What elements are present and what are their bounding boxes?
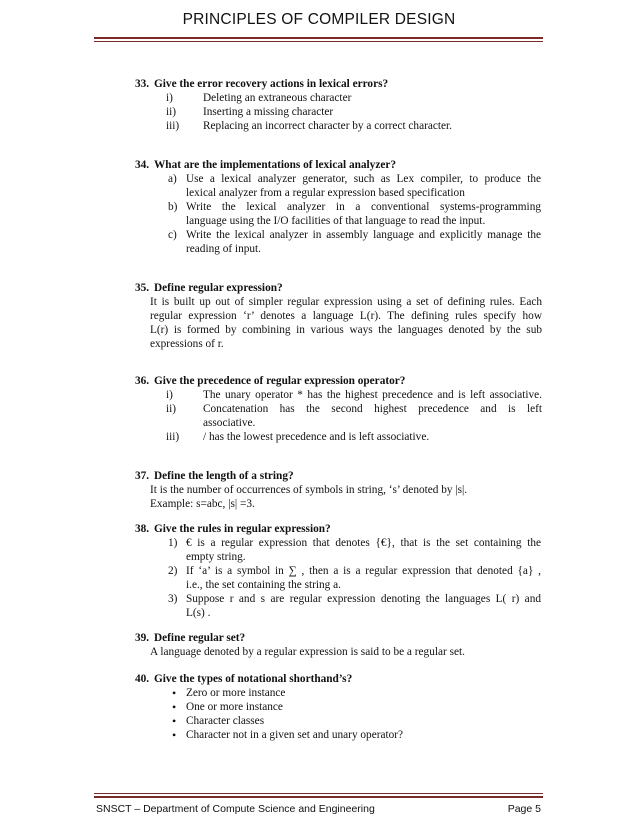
- answer-paragraph: It is the number of occurrences of symbols in string, ‘s’ denoted by |s|. Example: s=abc, |s| =3.: [150, 484, 468, 510]
- list-marker: i): [166, 92, 173, 104]
- list-item-text: Zero or more instance: [186, 687, 286, 699]
- list-marker: 3): [168, 593, 178, 605]
- list-item-text: € is a regular expression that denotes {€}, that is the set containing the empty string.: [186, 537, 541, 563]
- list-marker: i): [166, 389, 173, 401]
- question-heading: 36. Give the precedence of regular expression operator?: [135, 375, 406, 387]
- question-heading: 37. Define the length of a string?: [135, 470, 294, 482]
- bullet-icon: •: [172, 728, 177, 742]
- footer-page-number: Page 5: [507, 803, 541, 815]
- bullet-icon: •: [172, 686, 177, 700]
- list-marker: c): [168, 229, 177, 241]
- question-heading: 39. Define regular set?: [135, 632, 246, 644]
- answer-paragraph: It is built up out of simpler regular expression using a set of defining rules. Each regular expression ‘r’ denotes a language L(r). The defining rules specify how L(r) is formed by combining in various ways the languages denoted by the sub expressions of r.: [150, 296, 542, 350]
- header-rule-thin: [94, 41, 543, 42]
- list-marker: b): [168, 201, 178, 213]
- answer-paragraph: A language denoted by a regular expression is said to be a regular set.: [150, 646, 465, 658]
- list-marker: iii): [166, 120, 180, 132]
- footer-rule-thin: [94, 793, 543, 794]
- list-item-text: Replacing an incorrect character by a correct character.: [203, 120, 453, 132]
- list-marker: 2): [168, 565, 178, 577]
- question-heading: 33. Give the error recovery actions in lexical errors?: [135, 78, 389, 90]
- list-marker: iii): [166, 431, 180, 443]
- list-item-text: Use a lexical analyzer generator, such as Lex compiler, to produce the lexical analyzer from a regular expression based specification: [186, 173, 541, 199]
- list-item-text: Inserting a missing character: [203, 106, 334, 118]
- page-header-title: PRINCIPLES OF COMPILER DESIGN: [182, 11, 456, 28]
- footer-department: SNSCT – Department of Compute Science and Engineering: [96, 803, 375, 815]
- bullet-icon: •: [172, 714, 177, 728]
- list-item-text: If ‘a’ is a symbol in ∑ , then a is a regular expression that denoted {a} , i.e., the set containing the string a.: [186, 565, 541, 591]
- list-marker: ii): [166, 106, 177, 118]
- list-marker: ii): [166, 403, 177, 415]
- footer-rule-thick: [94, 796, 543, 798]
- list-item-text: Write the lexical analyzer in assembly language and explicitly manage the reading of input.: [186, 229, 541, 255]
- list-item-text: / has the lowest precedence and is left associative.: [203, 431, 430, 443]
- list-marker: 1): [168, 537, 178, 549]
- list-item-text: Suppose r and s are regular expression denoting the languages L( r) and L(s) .: [186, 593, 541, 619]
- question-heading: 38. Give the rules in regular expression?: [135, 523, 331, 535]
- list-item-text: Character classes: [186, 715, 265, 727]
- header-rule-thick: [94, 37, 543, 39]
- question-heading: 40. Give the types of notational shorthand’s?: [135, 673, 353, 685]
- list-item-text: Deleting an extraneous character: [203, 92, 352, 104]
- question-heading: 34. What are the implementations of lexical analyzer?: [135, 159, 397, 171]
- list-item-text: Concatenation has the second highest precedence and is left associative.: [203, 403, 542, 429]
- bullet-icon: •: [172, 700, 177, 714]
- question-heading: 35. Define regular expression?: [135, 282, 283, 294]
- list-item-text: Character not in a given set and unary operator?: [186, 729, 404, 741]
- list-item-text: Write the lexical analyzer in a conventional systems-programming language using the I/O facilities of that language to read the input.: [186, 201, 541, 227]
- list-item-text: One or more instance: [186, 701, 283, 713]
- list-item-text: The unary operator * has the highest precedence and is left associative.: [203, 389, 542, 401]
- list-marker: a): [168, 173, 177, 185]
